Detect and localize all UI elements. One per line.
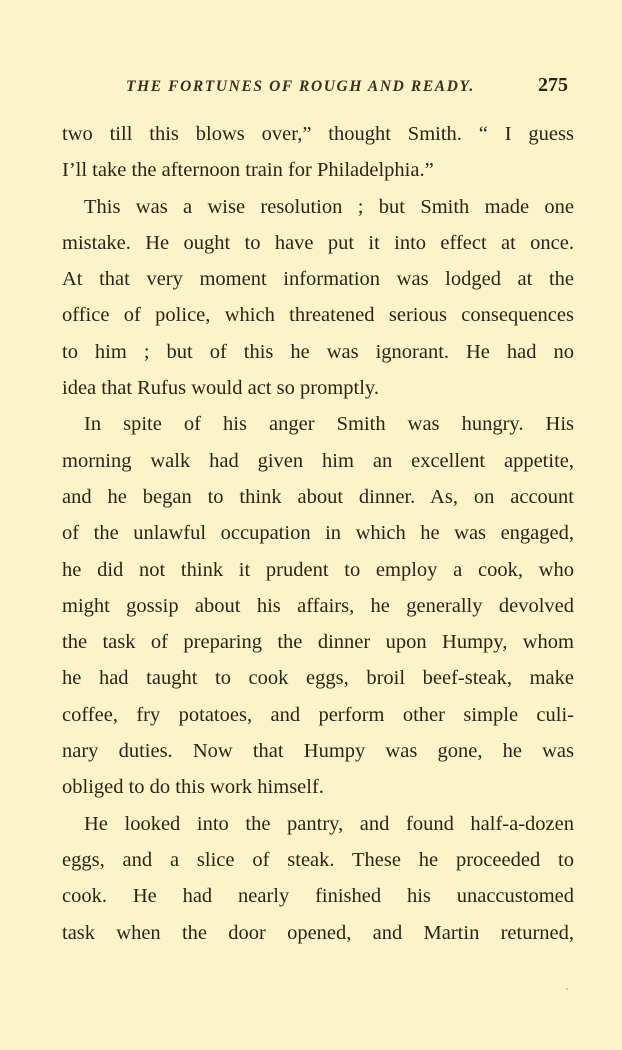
page-number: 275 [538,74,568,96]
text-line: he had taught to cook eggs, broil beef-steak, make [62,667,574,690]
text-line: idea that Rufus would act so promptly. [62,377,379,400]
body-text [62,116,574,951]
text-line: of the unlawful occupation in which he was engaged, [62,522,574,545]
paragraph-first-line: In spite of his anger Smith was hungry. His [84,413,574,436]
text-line: office of police, which threatened serious consequences [62,304,574,327]
text-line: I’ll take the afternoon train for Philadelphia.” [62,159,434,182]
text-line: coffee, fry potatoes, and perform other simple culi- [62,703,574,726]
paragraph-first-line: This was a wise resolution ; but Smith made one [84,195,574,218]
running-title: THE FORTUNES OF ROUGH AND READY. [126,78,475,95]
text-line: nary duties. Now that Humpy was gone, he was [62,740,574,763]
text-line: to him ; but of this he was ignorant. He had no [62,340,574,363]
text-line: he did not think it prudent to employ a cook, who [62,558,574,581]
paper-speck [566,988,568,990]
text-line: eggs, and a slice of steak. These he proceeded to [62,848,574,871]
text-line: and he began to think about dinner. As, on account [62,485,574,508]
text-line: cook. He had nearly finished his unaccustomed [62,885,574,908]
text-line: the task of preparing the dinner upon Humpy, whom [62,631,574,654]
text-line: might gossip about his affairs, he generally devolved [62,594,574,617]
text-line: At that very moment information was lodged at the [62,268,574,291]
text-line: task when the door opened, and Martin returned, [62,921,574,944]
text-line: morning walk had given him an excellent appetite, [62,449,574,472]
text-line: two till this blows over,” thought Smith. “ I guess [62,123,574,145]
text-line: obliged to do this work himself. [62,776,324,799]
paragraph-first-line: He looked into the pantry, and found half-a-dozen [84,812,574,835]
text-line: mistake. He ought to have put it into effect at once. [62,231,574,254]
